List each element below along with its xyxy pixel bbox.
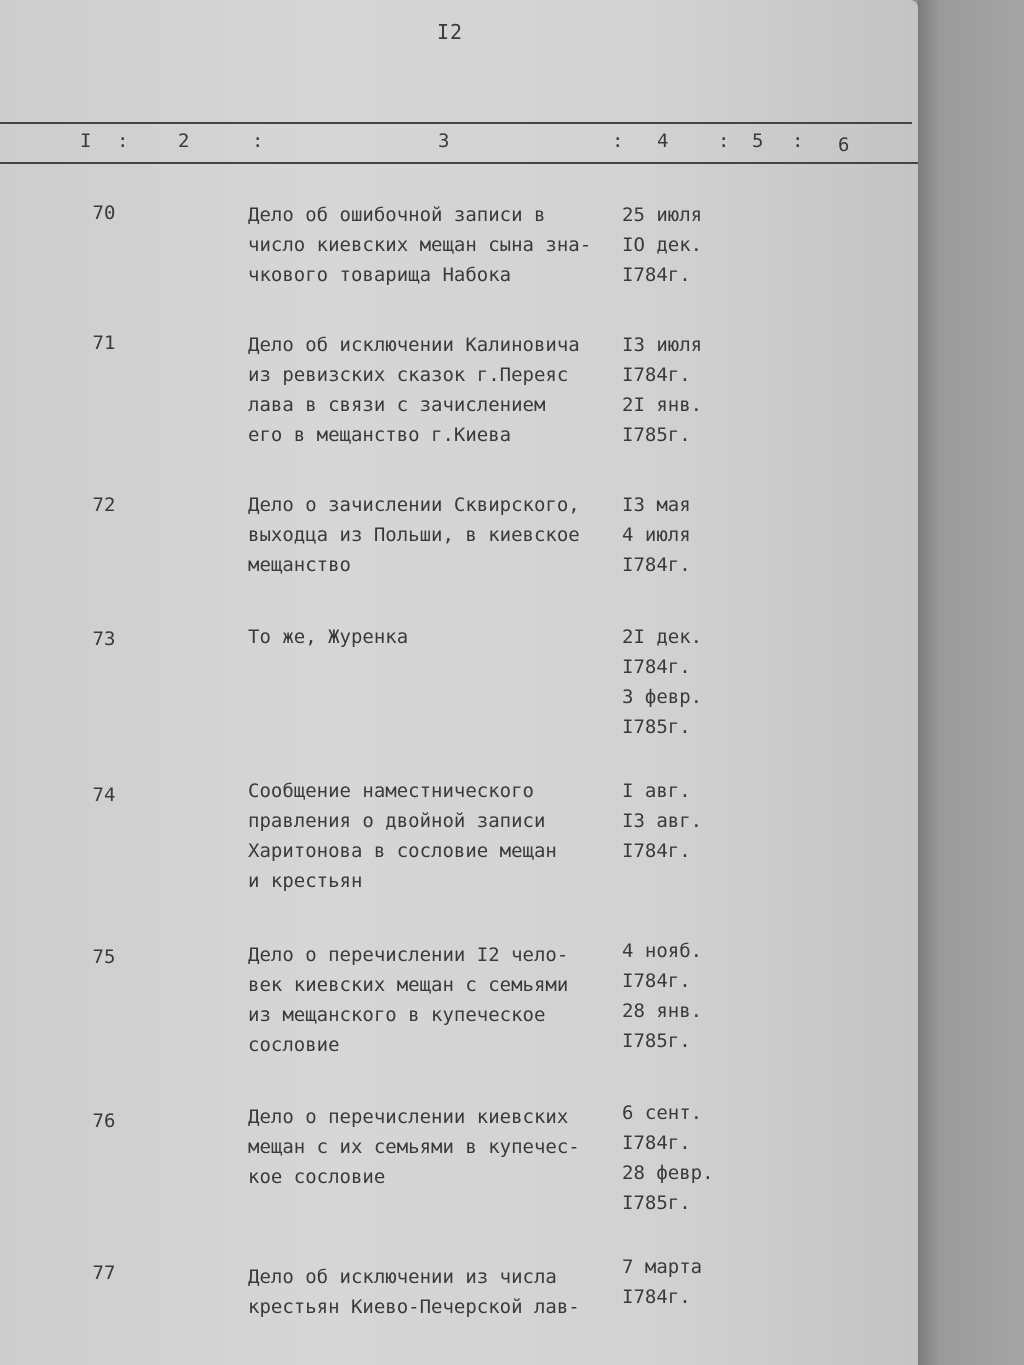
entry-dates: I3 июля I784г. 2I янв. I785г. [622, 334, 703, 446]
page-edge-background [918, 0, 1024, 1365]
entry-description: То же, Журенка [248, 626, 409, 648]
page-number: I2 [437, 20, 464, 44]
entry-dates: 2I дек. I784г. 3 февр. I785г. [622, 626, 703, 738]
entry-number: 75 [92, 946, 116, 968]
entry-number: 70 [92, 202, 116, 224]
column-header-1: I [80, 130, 92, 152]
entry-number: 72 [92, 494, 116, 516]
entry-description: Дело об исключении из числа крестьян Киево-Печерской лав- [248, 1266, 580, 1318]
entry-number: 73 [92, 628, 116, 650]
entry-description: Дело о перечислении киевских мещан с их семьями в купечес- кое сословие [248, 1106, 580, 1188]
column-separator: : [612, 130, 624, 152]
entry-number: 74 [92, 784, 116, 806]
entry-description: Дело об исключении Калиновича из ревизских сказок г.Переяс лава в связи с зачислением его в мещанство г.Киева [248, 334, 580, 446]
header-bottom-rule [0, 162, 918, 164]
column-header-4: 4 [657, 130, 669, 152]
entry-dates: 4 нояб. I784г. 28 янв. I785г. [622, 940, 703, 1052]
entry-dates: 6 сент. I784г. 28 февр. I785г. [622, 1102, 714, 1214]
entry-dates: I3 мая 4 июля I784г. [622, 494, 691, 576]
column-header-5: 5 [752, 130, 764, 152]
column-header-2: 2 [178, 130, 190, 152]
entry-number: 76 [92, 1110, 116, 1132]
header-top-rule [0, 122, 912, 124]
column-separator: : [718, 130, 730, 152]
entry-description: Сообщение наместнического правления о двойной записи Харитонова в сословие мещан и крестьян [248, 780, 557, 892]
entry-number: 77 [92, 1262, 116, 1284]
entry-description: Дело об ошибочной записи в число киевских мещан сына зна- чкового товарища Набока [248, 204, 592, 286]
column-header-6: 6 [838, 134, 850, 156]
column-header-3: 3 [438, 130, 450, 152]
entry-description: Дело о перечислении I2 чело- век киевских мещан с семьями из мещанского в купеческое сословие [248, 944, 569, 1056]
entry-dates: 7 марта I784г. [622, 1256, 703, 1308]
entry-number: 71 [92, 332, 116, 354]
column-separator: : [792, 130, 804, 152]
entry-dates: I авг. I3 авг. I784г. [622, 780, 703, 862]
entry-description: Дело о зачислении Сквирского, выходца из Польши, в киевское мещанство [248, 494, 580, 576]
column-separator: : [252, 130, 264, 152]
column-separator: : [117, 130, 129, 152]
entry-dates: 25 июля IO дек. I784г. [622, 204, 703, 286]
